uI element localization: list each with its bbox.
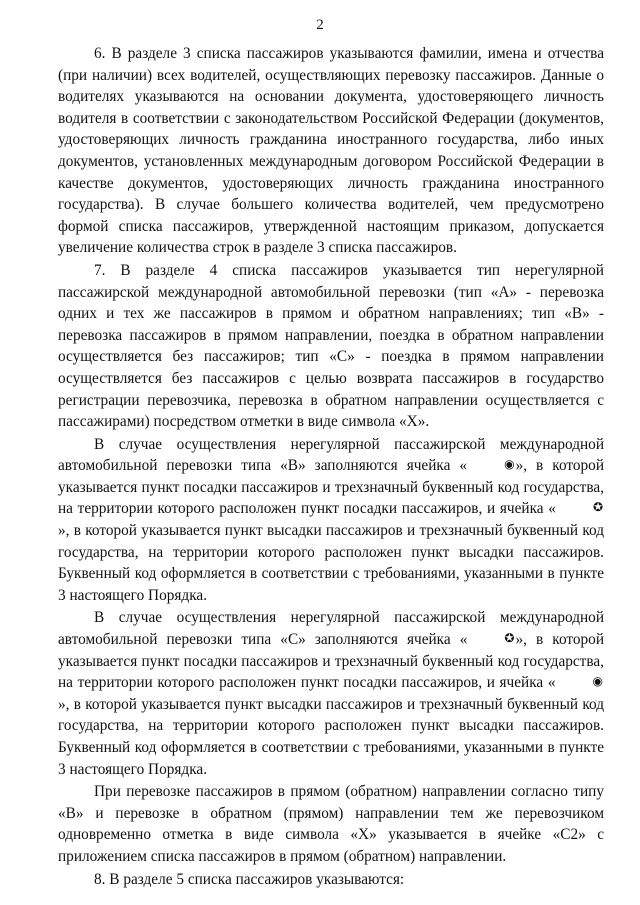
paragraph-text: », в которой указывается пункт посадки пассажиров и трехзначный буквенный код государства, на территории которого расположен пункт посадки пассажиров, и ячейка « <box>58 631 605 692</box>
paragraph-text: », в которой указывается пункт посадки пассажиров и трехзначный буквенный код государства, на территории которого расположен пункт посадки пассажиров, и ячейка « <box>58 457 605 518</box>
paragraph-text: В случае осуществления нерегулярной пассажирской международной автомобильной перевозки типа «В» заполняются ячейка « <box>58 435 604 475</box>
paragraph-type-c <box>58 607 604 780</box>
paragraph-6: 6. В разделе 3 списка пассажиров указываются фамилии, имена и отчества (при наличии) всех водителей, осуществляющих перевозку пассажиров. Данные о водителях указываются на основании документа, удостоверяющего личность водителя в соответствии с законодательством Российской Федерации (документов, удостоверяющих личность гражданина иностранного государства, либо иных документов, установленных международным договором Российской Федерации в качестве документов, удостоверяющих личность гражданина иностранного государства). В случае большего количества водителей, чем предусмотрено формой списка пассажиров, утвержденной настоящим приказом, допускается увеличение количества строк в разделе 3 списка пассажиров. <box>58 45 604 257</box>
paragraph-text: », в которой указывается пункт высадки пассажиров и трехзначный буквенный код государства, на территории которого расположен пункт высадки пассажиров. Буквенный код оформляется в соответствии с требованиями, указанными в пункте 3 настоящего Порядка. <box>58 522 604 604</box>
alighting-point-icon: ✪ <box>504 631 515 646</box>
document-body <box>58 43 604 890</box>
paragraph-7: 7. В разделе 4 списка пассажиров указывается тип нерегулярной пассажирской международной автомобильной перевозки (тип «А» - перевозка одних и тех же пассажиров в прямом и обратном направлениях; тип «В» - перевозка пассажиров в прямом направлении, поездка в обратном направлении осуществляется без пассажиров; тип «С» - поездка в прямом направлении осуществляется без пассажиров с целью возврата пассажиров в государство регистрации перевозчика, перевозка в обратном направлении осуществляется с пассажирами) посредством отметки в виде символа «Х». <box>58 261 604 431</box>
boarding-point-icon: ◉ <box>504 457 515 472</box>
alighting-point-icon: ✪ <box>592 500 603 515</box>
paragraph-8: 8. В разделе 5 списка пассажиров указываются: <box>94 870 405 888</box>
page-number: 2 <box>316 17 324 33</box>
boarding-point-icon: ◉ <box>592 674 603 689</box>
paragraph-type-b <box>58 434 604 607</box>
paragraph-combined-transport: При перевозке пассажиров в прямом (обратном) направлении согласно типу «В» и перевозке в обратном (прямом) направлении тем же перевозчиком одновременно отметка в виде символа «Х» указывается в ячейке «С2» с приложением списка пассажиров в прямом (обратном) направлении. <box>58 783 604 865</box>
paragraph-text: », в которой указывается пункт высадки пассажиров и трехзначный буквенный код государства, на территории которого расположен пункт высадки пассажиров. Буквенный код оформляется в соответствии с требованиями, указанными в пункте 3 настоящего Порядка. <box>58 695 604 778</box>
paragraph-text: В случае осуществления нерегулярной пассажирской международной автомобильной перевозки типа «С» заполняются ячейка « <box>58 609 604 649</box>
